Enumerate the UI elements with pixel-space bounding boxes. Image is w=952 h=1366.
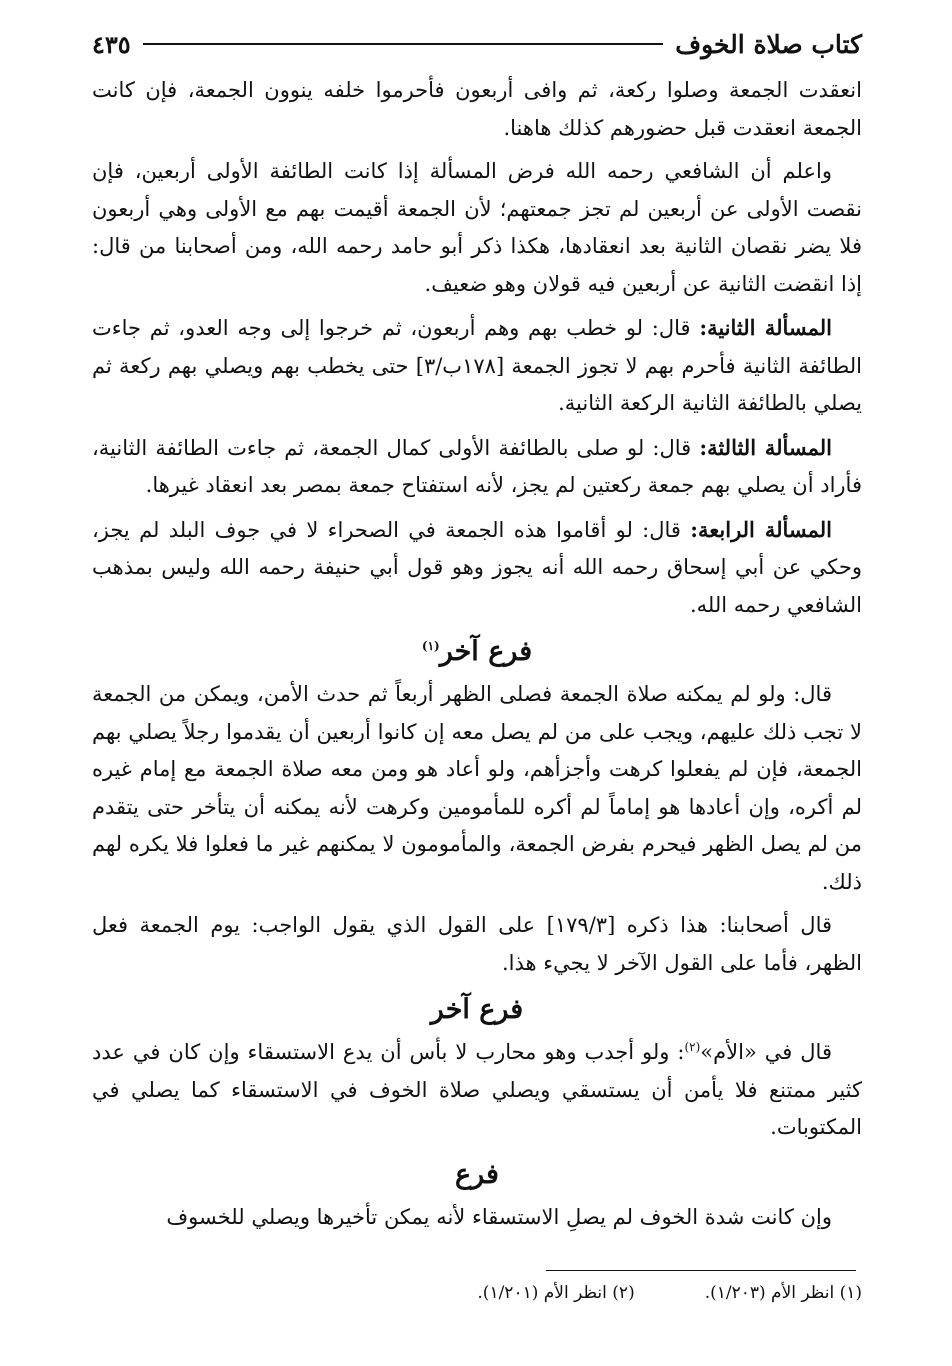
paragraph-text: قال: لو خطب بهم وهم أربعون، ثم خرجوا إلى وجه العدو، ثم جاءت الطائفة الثانية فأحرم بهم لا تجوز الجمعة [١٧٨ب/٣] حتى يخطب بهم ويصلي بهم ركعة ثم يصلي بالطائفة الثانية الركعة الثانية. xyxy=(92,316,862,415)
issue-label: المسألة الرابعة: xyxy=(690,516,832,542)
section-heading: فرع آخر xyxy=(430,994,524,1025)
paragraph xyxy=(92,511,862,625)
footnote: (٢) انظر الأم (١/٢٠١). xyxy=(477,1283,635,1303)
paragraph: انعقدت الجمعة وصلوا ركعة، ثم وافى أربعون فأحرموا خلفه ينوون الجمعة، فإن كانت الجمعة انعقدت قبل حضورهم كذلك هاهنا. xyxy=(92,78,862,140)
running-title: كتاب صلاة الخوف xyxy=(675,29,862,59)
paragraph: واعلم أن الشافعي رحمه الله فرض المسألة إذا كانت الطائفة الأولى أربعين، فإن نقصت الأولى عن أربعين لم تجز جمعتهم؛ لأن الجمعة أقيمت بهم مع الأولى وهي أربعون فلا يضر نقصان الثانية بعد انعقادها، هكذا ذكر أبو حامد رحمه الله، ومن أصحابنا من قال: إذا انقضت الثانية عن أربعين فيه قولان وهو ضعيف. xyxy=(92,159,862,296)
issue-label: المسألة الثالثة: xyxy=(699,434,832,460)
footnotes xyxy=(92,1283,862,1303)
paragraph-text: : ولو أجدب وهو محارب لا بأس أن يدع الاستسقاء وإن كان في عدد كثير ممتنع فلا يأمن أن يستسقي ويصلي صلاة الخوف في الاستسقاء كما يصلي في المكتوبات. xyxy=(92,1040,862,1139)
paragraph xyxy=(92,429,862,505)
page-body xyxy=(92,72,862,1242)
footnote-ref[interactable]: (١) xyxy=(421,639,440,653)
paragraph: قال أصحابنا: هذا ذكره [١٧٩/٣] على القول الذي يقول الواجب: يوم الجمعة فعل الظهر، فأما على القول الآخر لا يجيء هذا. xyxy=(92,913,862,975)
paragraph xyxy=(92,309,862,423)
footnote-rule xyxy=(546,1270,856,1271)
paragraph: وإن كانت شدة الخوف لم يصلِ الاستسقاء لأنه يمكن تأخيرها ويصلي للخسوف xyxy=(166,1204,832,1229)
paragraph-text: قال: لو صلى بالطائفة الأولى كمال الجمعة، ثم جاءت الطائفة الثانية، فأراد أن يصلي بهم جمعة ركعتين لم يجز، لأنه استفتاح جمعة بمصر بعد انعقاد غيرها. xyxy=(92,435,862,497)
footnote: (١) انظر الأم (١/٢٠٣). xyxy=(704,1283,862,1303)
section-heading xyxy=(92,632,862,672)
issue-label: المسألة الثانية: xyxy=(699,315,832,340)
footnote-ref[interactable]: (٢) xyxy=(684,1040,701,1054)
header-rule xyxy=(143,43,664,45)
heading-text: فرع آخر xyxy=(439,636,533,667)
section-heading: فرع xyxy=(455,1158,499,1190)
page-number: ٤٣٥ xyxy=(92,29,131,59)
paragraph-text: قال في «الأم» xyxy=(700,1040,832,1064)
paragraph-text: قال: لو أقاموا هذه الجمعة في الصحراء لا في جوف البلد لم يجز، وحكي عن أبي إسحاق رحمه الله أنه يجوز وهو قول أبي حنيفة رحمه الله وليس بمذهب الشافعي رحمه الله. xyxy=(92,517,862,617)
page-header xyxy=(92,22,862,66)
paragraph: قال: ولو لم يمكنه صلاة الجمعة فصلى الظهر أربعاً ثم حدث الأمن، ويمكن من الجمعة لا تجب ذلك عليهم، ويجب على من لم يصل معه إن كانوا أربعين أن يقدموا رجلاً يصلي بهم الجمعة، فإن لم يفعلوا كرهت وأجزأهم، ولو أعاد هو ومن معه صلاة الجمعة مع إمام غيره لم أكره، وإن أعادها هو إماماً لم أكره للمأمومين وكرهت لأنه يمكنه أن يتأخر حتى يتقدم من لم يصل الظهر فيحرم بفرض الجمعة، والمأمومون لا يمكنهم غير ما فعلوا فلا يكره لهم ذلك. xyxy=(92,682,862,894)
paragraph xyxy=(92,1034,862,1147)
